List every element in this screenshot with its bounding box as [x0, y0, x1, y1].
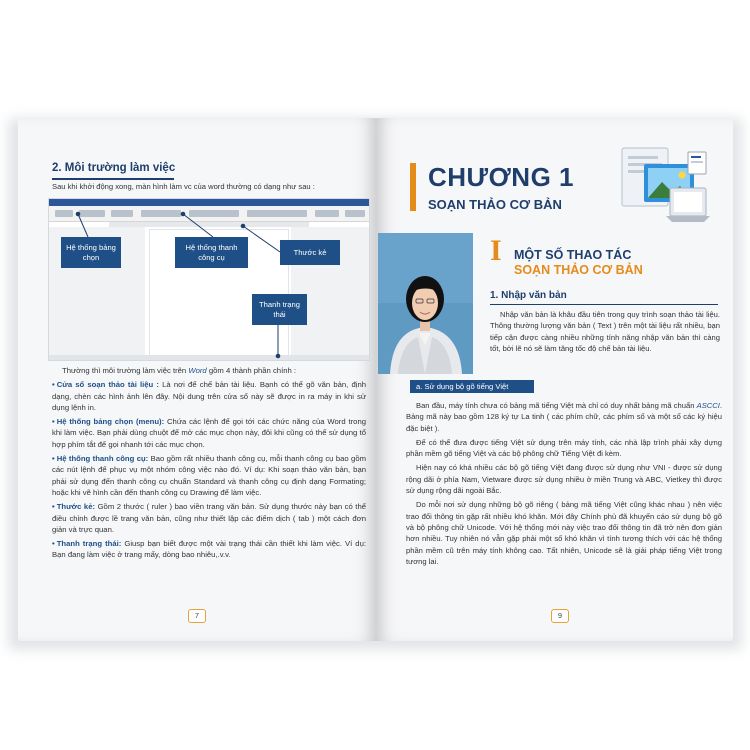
list-item: • Thanh trạng thái: Giusp bạn biết được một vài trạng thái cần thiết khi làm việc. Ví dụ: Bạn đang làm việc ở trang mấy, dòng bao nhiêu,.v.v. — [52, 539, 366, 560]
list-item: • Thước kẻ: Gồm 2 thước ( ruler ) bao viền trang văn bản. Sử dụng thước này bạn có thể điều chỉnh được lề trang văn bản, cũng như thiết lập các điểm dịch ( tab ) một cách đơn giản và trực quan. — [52, 502, 366, 534]
page-number: 7 — [188, 609, 206, 623]
section-title: 2. Môi trường làm việc — [52, 162, 176, 174]
chapter-subtitle: SOẠN THẢO CƠ BẢN — [428, 197, 562, 212]
chapter-accent-bar — [410, 163, 416, 211]
callout-ruler: Thước kẻ — [280, 240, 340, 265]
intro-text: Sau khi khởi động xong, màn hình làm vc của word thường có dạng như sau : — [52, 182, 315, 191]
chapter-title: CHƯƠNG 1 — [428, 162, 574, 192]
callout-menu: Hệ thống bảng chọn — [61, 237, 121, 268]
right-body-text — [406, 400, 722, 570]
section-title-line-1: MỘT SỐ THAO TÁC — [514, 248, 632, 262]
callout-status-bar: Thanh trạng thái — [252, 294, 307, 325]
lead-paragraph: Thường thì môi trường làm việc trên Word gồm 4 thành phần chính : — [62, 366, 297, 375]
section-numeral: I — [490, 234, 502, 267]
list-item: • Hệ thống thanh công cụ: Bao gồm rất nhiều thanh công cụ, mỗi thanh công cụ bao gồm các nút lệnh để phục vụ một nhóm công việc nào đó. Ví dụ: Khi soạn thảo văn bản, bạn phải sử dụng đến thanh công cụ chuẩn Standard và thanh công cụ định dạng Formating; hoặc khi vẽ hình cần đến thanh công cụ Drawing để làm việc. — [52, 454, 366, 497]
author-photo — [378, 233, 473, 374]
list-item: • Hệ thống bảng chọn (menu): Chứa các lệnh để gọi tới các chức năng của Word trong khi làm việc. Bạn phải dùng chuột để mở các mục chọn này, đôi khi cũng có thể sử dụng tổ hợp phím tắt để gọi nhanh tới các mục chọn. — [52, 417, 367, 449]
paragraph: Ban đầu, máy tính chưa có bảng mã tiếng Việt mà chỉ có duy nhất bảng mã chuẩn ASCCI. Bảng mã này bao gồm 128 ký tự La tinh ( các phím chữ, các phím số và một số các ký hiệu đặc biệt ). — [406, 401, 722, 433]
paragraph: Hiện nay có khá nhiều các bộ gõ tiếng Việt đang được sử dụng như VNI - được sử dụng rộng dãi ở phía Nam, Vietware được sử dụng nhiều ở miền Trung và ABC, Vietkey thì được sử dụng rộng dãi ngoài Bắc. — [406, 463, 722, 496]
document-graphic-icon — [614, 142, 714, 228]
paragraph: Do mỗi nơi sử dụng những bộ gõ riêng ( bảng mã tiếng Việt cũng khác nhau ) nên việc trao đổi thông tin gặp rất nhiều khó khăn. Mới đây Chính phủ đã khuyến cáo sử dụng bộ gõ và bộ phông chữ Unicode. Với hệ thống mới này việc trao đổi thông tin đã trở nên đơn giản hơn nhiều. Tuy nhiên nó vẫn gặp phải một số khó khăn vì tính tương thích với các hệ thống phần mềm cũ trên máy tính không cao. Tất nhiên, Unicode sẽ là giải pháp tiếng Việt trong tương lai. — [406, 500, 722, 566]
left-page — [18, 118, 376, 641]
subheading-tag: a. Sử dụng bộ gõ tiếng Việt — [410, 380, 534, 393]
subsection-title: 1. Nhập văn bản — [490, 290, 567, 301]
word-ribbon — [49, 206, 369, 222]
paragraph-intro: Nhập văn bản là khâu đầu tiên trong quy trình soạn thảo tài liệu. Thông thường lượng văn bản ( Text ) trên một tài liệu rất nhiều, bạn tiếp cận được càng nhiều những tính năng nhập văn bản thì càng tốt, bởi lẽ nó sẽ làm tăng tốc độ chế bản tài liệu. — [490, 310, 720, 353]
section-title-rule — [52, 178, 174, 180]
subsection-rule — [490, 304, 718, 305]
left-body-text — [52, 337, 366, 564]
page-number: 9 — [551, 609, 569, 623]
section-title-line-2: SOẠN THẢO CƠ BẢN — [514, 263, 643, 277]
word-title-bar — [49, 199, 369, 206]
list-item: • Cửa sổ soạn thảo tài liệu : Là nơi để chế bản tài liệu. Bạnh có thể gõ văn bản, định dạng, chèn các hình ảnh lên đây. Nội dung trên cửa sổ này sẽ được in ra máy in khi sử dụng lệnh in. — [52, 380, 367, 412]
paragraph: Để có thể đưa được tiếng Việt sử dụng trên máy tính, các nhà lập trình phải xây dựng phần mềm gõ tiếng Việt và các bộ phông chữ Tiếng Việt đi kèm. — [406, 437, 722, 459]
right-page — [376, 118, 733, 641]
callout-toolbar: Hệ thống thanh công cụ — [175, 237, 248, 268]
